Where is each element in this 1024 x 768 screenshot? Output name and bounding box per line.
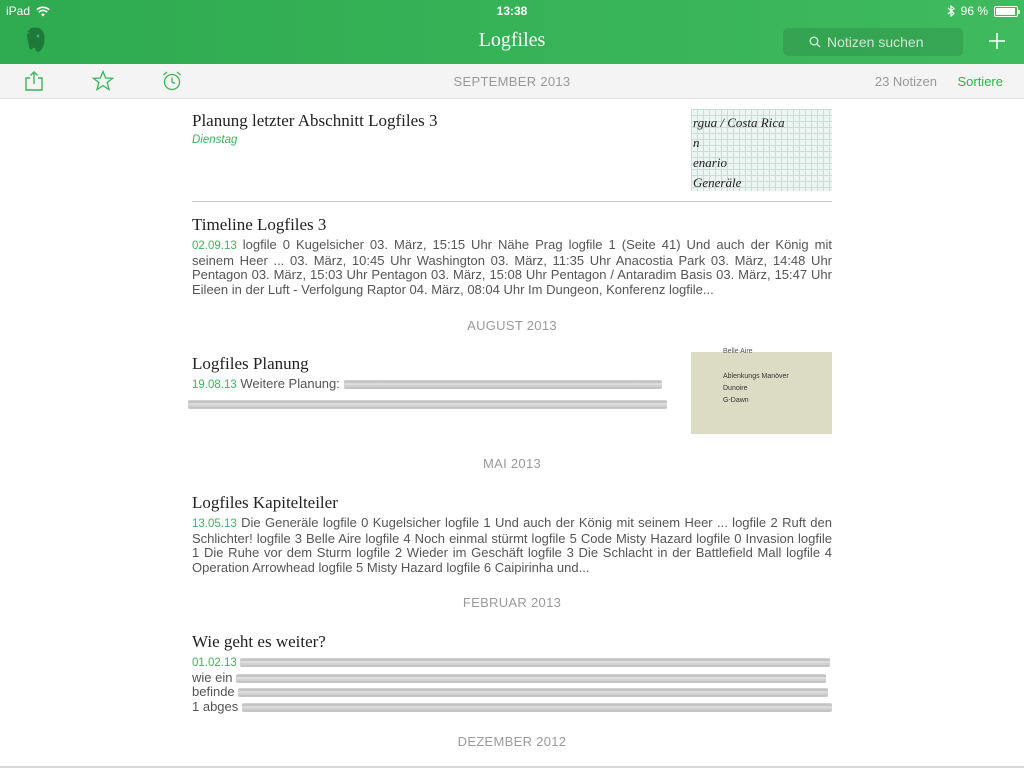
note-item[interactable] (192, 354, 667, 414)
device-label: iPad (6, 4, 31, 18)
redacted-text (238, 688, 828, 697)
new-note-plus-icon[interactable] (984, 28, 1010, 54)
note-snippet-line: befinde (192, 684, 235, 699)
note-snippet: logfile 0 Kugelsicher 03. März, 15:15 Uhr Nähe Prag logfile 1 (Seite 41) Und auch der König mit seinem Heer ... 03. März, 10:45 Uhr Washington 03. März, 11:35 Uhr Anacostia Park 03. März, 14:48 Uhr Pentagon 03. März, 15:03 Uhr Pentagon 03. März, 15:08 Uhr Pentagon / Antaradim Basis 03. März, 15:47 Uhr Eileen in der Luft - Verfolgung Raptor 04. März, 08:04 Uhr Im Dungeon, Konferenz logfile... (192, 237, 832, 297)
search-box[interactable] (783, 28, 963, 56)
redacted-text (188, 400, 667, 409)
note-list (0, 99, 1024, 768)
battery-fill (996, 8, 1015, 15)
redacted-text (236, 674, 826, 683)
app-header (0, 0, 1024, 64)
notebook-title: Logfiles (478, 29, 546, 51)
thumb-line: Generäle (693, 175, 742, 190)
search-input[interactable] (827, 34, 937, 50)
note-title: Wie geht es weiter? (192, 632, 326, 651)
note-snippet: Weitere Planung: (240, 376, 340, 391)
thumb-line: n (693, 135, 700, 150)
battery-icon (994, 6, 1018, 17)
nav-bar (0, 20, 1024, 64)
note-date: 19.08.13 (192, 379, 237, 391)
redacted-text (344, 380, 662, 389)
note-snippet-line: wie ein (192, 669, 233, 685)
note-snippet-line: 1 abges (192, 698, 239, 714)
note-item[interactable] (192, 215, 832, 297)
thumb-line: Belle Aire (723, 348, 753, 355)
toolbar (0, 64, 1024, 99)
note-item[interactable] (192, 632, 832, 714)
note-date: Dienstag (192, 134, 238, 146)
thumb-line: Ablenkungs Manöver (723, 373, 789, 380)
thumb-line: Dunoire (723, 385, 748, 392)
note-title: Logfiles Planung (192, 354, 309, 373)
search-icon (809, 36, 821, 48)
bluetooth-icon (947, 5, 955, 17)
note-date: 01.02.13 (192, 657, 237, 669)
note-date: 02.09.13 (192, 240, 237, 252)
note-count: 23 Notizen (874, 74, 937, 89)
note-snippet: Die Generäle logfile 0 Kugelsicher logfile 1 Und auch der König mit seinem Heer ... logfile 2 Ruft den Schlichter! logfile 3 Belle Aire logfile 4 Noch einmal stürmt logfile 5 Code Misty Hazard logfile 0 Invasion logfile 1 Die Ruhe vor dem Sturm logfile 2 Wieder im Geschäft logfile 3 Die Schlacht in der Battlefield Mall logfile 4 Operation Arrowhead logfile 5 Misty Hazard logfile 6 Caipirinha und... (192, 515, 832, 575)
month-header: DEZEMBER 2012 (457, 734, 567, 749)
thumb-line: rgua / Costa Rica (693, 115, 785, 130)
note-thumbnail-paper[interactable] (691, 348, 832, 434)
status-time: 13:38 (496, 4, 528, 18)
battery-percent: 96 % (960, 4, 988, 18)
note-title: Logfiles Kapitelteiler (192, 493, 338, 512)
thumb-line: enario (693, 155, 727, 170)
month-header-current: SEPTEMBER 2013 (453, 74, 571, 89)
note-title: Planung letzter Abschnitt Logfiles 3 (192, 111, 438, 130)
month-header: AUGUST 2013 (467, 318, 557, 333)
note-date: 13.05.13 (192, 518, 237, 530)
thumb-line: G-Dawn (723, 397, 749, 404)
status-bar (0, 0, 1024, 20)
note-title: Timeline Logfiles 3 (192, 215, 327, 234)
month-header: FEBRUAR 2013 (462, 595, 562, 610)
note-thumbnail-handwriting[interactable] (691, 109, 832, 191)
status-right (947, 4, 1018, 18)
redacted-text (242, 703, 832, 712)
note-item[interactable] (192, 493, 832, 575)
sort-button[interactable]: Sortiere (957, 74, 1003, 89)
divider (192, 201, 832, 202)
redacted-text (240, 658, 830, 667)
month-header: MAI 2013 (482, 456, 542, 471)
